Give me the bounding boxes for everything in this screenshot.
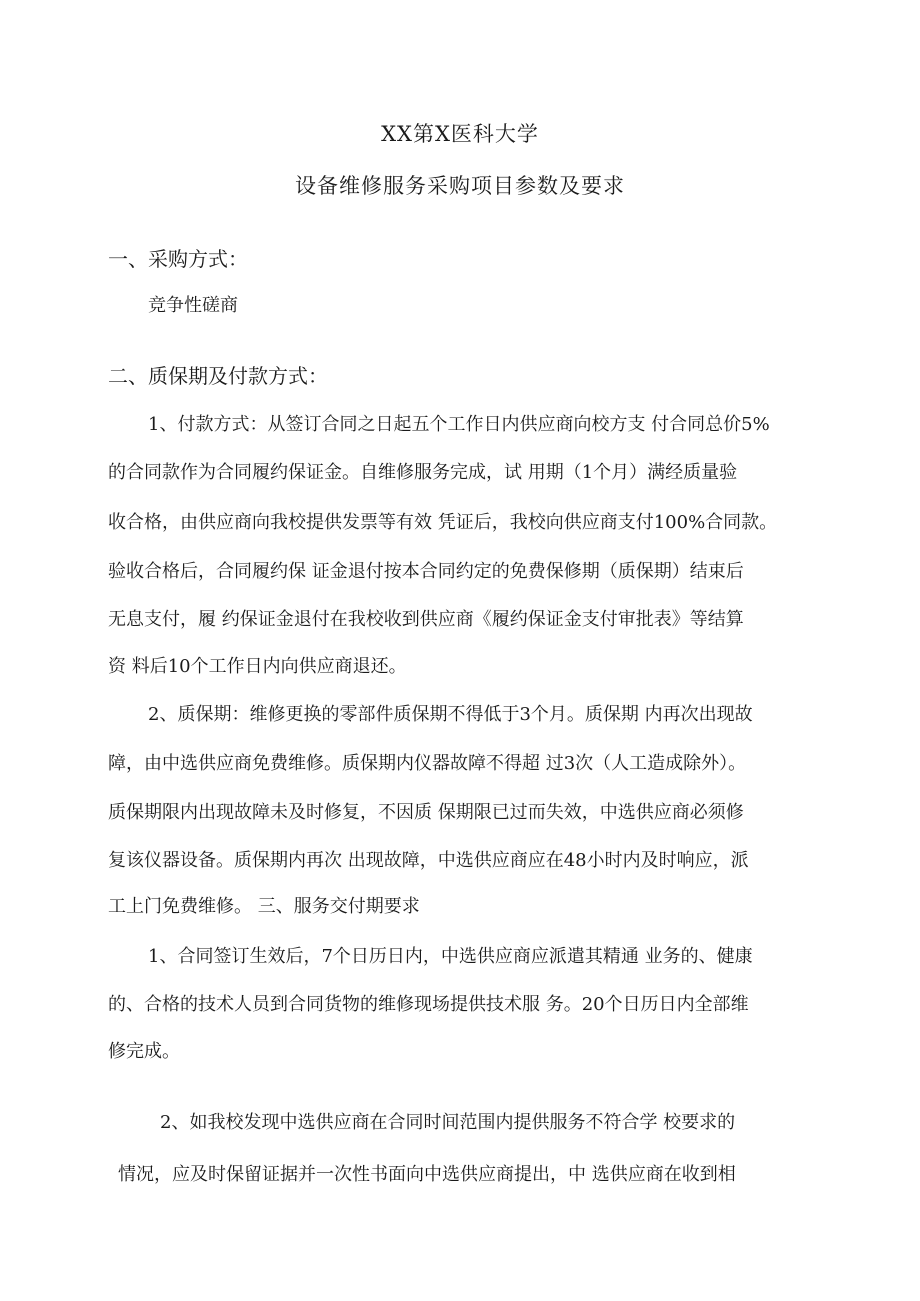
delivery-item-line: 1、合同签订生效后，7个日历日内，中选供应商应派遣其精通 业务的、健康 xyxy=(148,946,753,967)
delivery-item-line: 的、合格的技术人员到合同货物的维修现场提供技术服 务。20个日历日内全部维 xyxy=(108,994,749,1015)
university-name: XX第X医科大学 xyxy=(381,122,539,146)
warranty-line: 障，由中选供应商免费维修。质保期内仪器故障不得超 过3次（人工造成除外）。 xyxy=(108,753,747,774)
document-title: 设备维修服务采购项目参数及要求 xyxy=(295,174,625,198)
delivery-item-line: 修完成。 xyxy=(108,1041,180,1062)
delivery-item-line: 情况，应及时保留证据并一次性书面向中选供应商提出，中 选供应商在收到相 xyxy=(118,1164,736,1185)
payment-line: 的合同款作为合同履约保证金。自维修服务完成，试 用期（1个月）满经质量验 xyxy=(108,462,738,483)
section-heading-procurement-method: 一、采购方式： xyxy=(108,247,248,271)
payment-line: 收合格，由供应商向我校提供发票等有效 凭证后，我校向供应商支付100%合同款。 xyxy=(108,512,778,533)
warranty-line: 2、质保期：维修更换的零部件质保期不得低于3个月。质保期 内再次出现故 xyxy=(148,704,753,725)
payment-line: 无息支付，履 约保证金退付在我校收到供应商《履约保证金支付审批表》等结算 xyxy=(108,609,744,630)
delivery-item-line: 2、如我校发现中选供应商在合同时间范围内提供服务不符合学 校要求的 xyxy=(160,1112,736,1133)
warranty-line: 工上门免费维修。 三、服务交付期要求 xyxy=(108,896,420,917)
warranty-line: 质保期限内出现故障未及时修复，不因质 保期限已过而失效，中选供应商必须修 xyxy=(108,802,744,823)
payment-line: 资 料后10个工作日内向供应商退还。 xyxy=(108,656,407,677)
procurement-method-value: 竞争性磋商 xyxy=(148,295,238,316)
payment-line: 1、付款方式：从签订合同之日起五个工作日内供应商向校方支 付合同总价5% xyxy=(148,414,770,435)
payment-line: 验收合格后，合同履约保 证金退付按本合同约定的免费保修期（质保期）结束后 xyxy=(108,561,744,582)
warranty-line: 复该仪器设备。质保期内再次 出现故障，中选供应商应在48小时内及时响应，派 xyxy=(108,850,749,871)
section-heading-warranty-payment: 二、质保期及付款方式： xyxy=(108,364,328,388)
